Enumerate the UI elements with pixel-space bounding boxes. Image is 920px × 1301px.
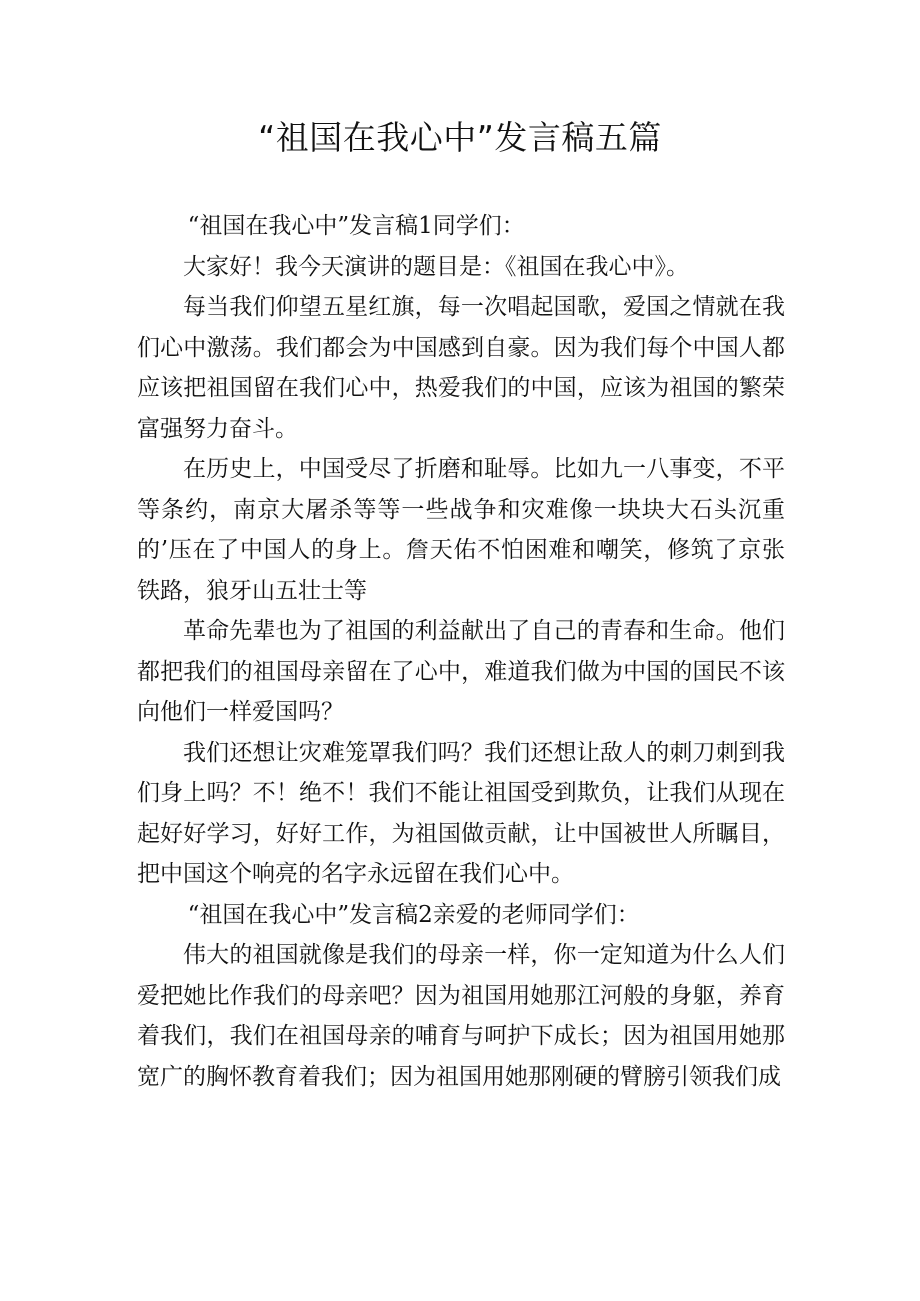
paragraph-resolve: 我们还想让灾难笼罩我们吗？我们还想让敌人的刺刀刺到我们身上吗？不！绝不！我们不能让祖国受到欺负，让我们从现在起好好学习，好好工作，为祖国做贡献，让中国被世人所瞩目，把中国这个响亮的名字永远留在我们心中。 bbox=[137, 739, 785, 887]
paragraph-revolutionaries: 革命先辈也为了祖国的利益献出了自己的青春和生命。他们都把我们的祖国母亲留在了心中，难道我们做为中国的国民不该向他们一样爱国吗？ bbox=[137, 618, 785, 725]
paragraph-greeting: 大家好！我今天演讲的题目是：《祖国在我心中》。 bbox=[183, 253, 689, 280]
document-title: “祖国在我心中”发言稿五篇 bbox=[258, 118, 662, 157]
section-heading-1: “祖国在我心中”发言稿1同学们： bbox=[187, 213, 525, 239]
paragraph-flag: 每当我们仰望五星红旗，每一次唱起国歌，爱国之情就在我们心中激荡。我们都会为中国感到自豪。因为我们每个中国人都应该把祖国留在我们心中，热爱我们的中国，应该为祖国的繁荣富强努力奋斗。 bbox=[137, 294, 785, 442]
section-heading-2: “祖国在我心中”发言稿2亲爱的老师同学们： bbox=[187, 901, 640, 928]
paragraph-mother: 伟大的祖国就像是我们的母亲一样，你一定知道为什么人们爱把她比作我们的母亲吧？因为祖国用她那江河般的身躯，养育着我们，我们在祖国母亲的哺育与呵护下成长；因为祖国用她那宽广的胸怀教育着我们；因为祖国用她那刚硬的臂膀引领我们成 bbox=[137, 942, 785, 1090]
document-body bbox=[137, 206, 785, 1097]
paragraph-history: 在历史上，中国受尽了折磨和耻辱。比如九一八事变，不平等条约，南京大屠杀等等一些战争和灾难像一块块大石头沉重的’压在了中国人的身上。詹天佑不怕困难和嘲笑，修筑了京张铁路，狼牙山五壮士等 bbox=[137, 456, 785, 604]
